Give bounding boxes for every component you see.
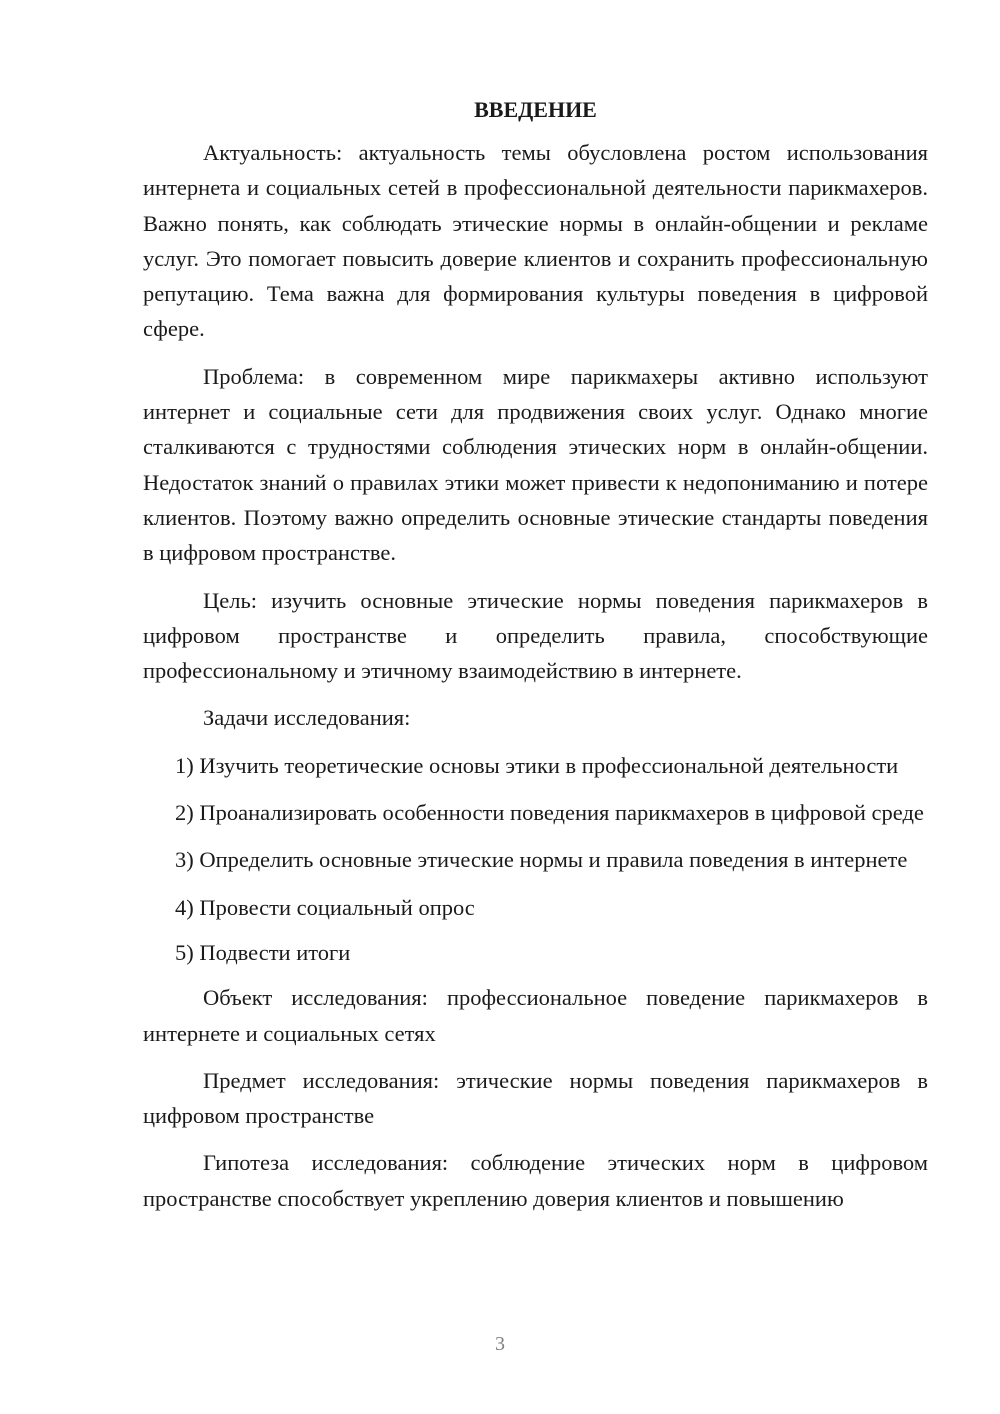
relevance-paragraph: Актуальность: актуальность темы обусловлена ростом использования интернета и социальных сетей в профессиональной деятельности парикмахеров. Важно понять, как соблюдать этические нормы в онлайн-общении и рекламе услуг. Это помогает повысить доверие клиентов и сохранить профессиональную репутацию. Тема важна для формирования культуры поведения в цифровой сфере. [143, 140, 928, 342]
subject-paragraph: Предмет исследования: этические нормы поведения парикмахеров в цифровом пространстве [143, 1067, 928, 1129]
task-item-2: 2) Проанализировать особенности поведения парикмахеров в цифровой среде [175, 800, 924, 826]
task-item-1: 1) Изучить теоретические основы этики в профессиональной деятельности [175, 752, 899, 778]
object-paragraph: Объект исследования: профессиональное поведение парикмахеров в интернете и социальных сетях [143, 985, 928, 1046]
problem-paragraph: Проблема: в современном мире парикмахеры активно используют интернет и социальные сети для продвижения своих услуг. Однако многие сталкиваются с трудностями соблюдения этических норм в онлайн-общении. Недостаток знаний о правилах этики может привести к недопониманию и потере клиентов. Поэтому важно определить основные этические стандарты поведения в цифровом пространстве. [143, 363, 928, 566]
document-page [143, 92, 928, 1216]
section-heading: ВВЕДЕНИЕ [474, 97, 597, 122]
hypothesis-paragraph: Гипотеза исследования: соблюдение этических норм в цифровом пространстве способствует укреплению доверия клиентов и повышению [143, 1150, 928, 1211]
page-number: 3 [495, 1333, 505, 1355]
tasks-title: Задачи исследования: [203, 705, 411, 731]
task-item-4: 4) Провести социальный опрос [175, 894, 475, 920]
goal-paragraph: Цель: изучить основные этические нормы поведения парикмахеров в цифровом пространстве и определить правила, способствующие профессиональному и этичному взаимодействию в интернете. [143, 587, 928, 684]
task-item-5: 5) Подвести итоги [175, 939, 351, 965]
task-item-3: 3) Определить основные этические нормы и правила поведения в интернете [175, 847, 908, 873]
